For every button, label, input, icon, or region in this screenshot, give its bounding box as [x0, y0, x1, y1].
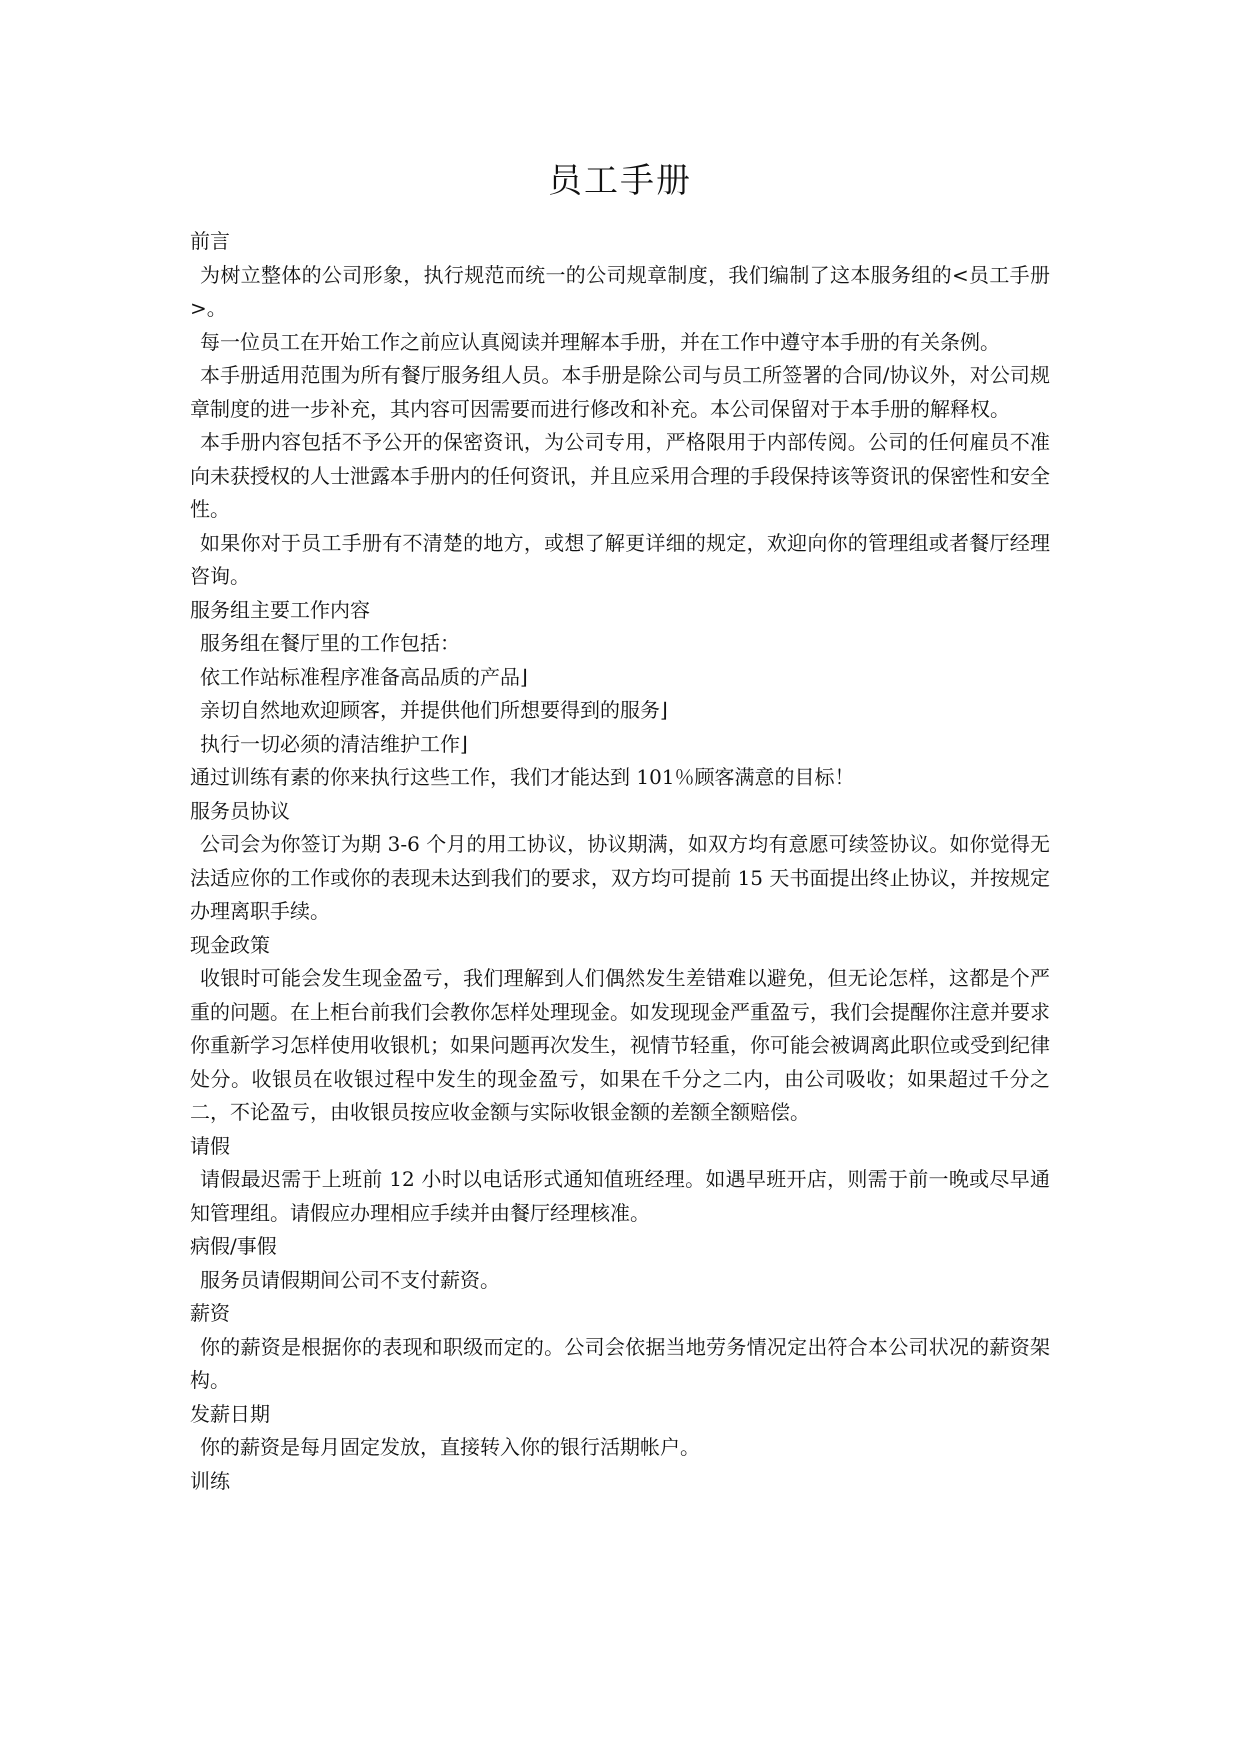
document-body [190, 225, 1050, 1498]
section-cash-policy [190, 929, 1050, 1130]
section-training [190, 1465, 1050, 1499]
section-heading: 请假 [190, 1133, 230, 1158]
paragraph: 服务员请假期间公司不支付薪资。 [200, 1267, 500, 1292]
paragraph: 请假最迟需于上班前 12 小时以电话形式通知值班经理。如遇早班开店，则需于前一晚或尽早通知管理组。请假应办理相应手续并由餐厅经理核准。 [190, 1167, 1050, 1225]
section-sick-leave [190, 1230, 1050, 1297]
paragraph: 你的薪资是每月固定发放，直接转入你的银行活期帐户。 [200, 1435, 700, 1459]
list-item: 执行一切必须的清洁维护工作⌋ [200, 731, 468, 756]
paragraph: 你的薪资是根据你的表现和职级而定的。公司会依据当地劳务情况定出符合本公司状况的薪资架构。 [190, 1334, 1050, 1392]
section-heading: 病假/事假 [190, 1234, 277, 1258]
paragraph: 为树立整体的公司形象，执行规范而统一的公司规章制度，我们编制了这本服务组的<员工手册>。 [190, 262, 1050, 320]
document-title: 员工手册 [548, 161, 692, 201]
paragraph: 公司会为你签订为期 3-6 个月的用工协议，协议期满，如双方均有意愿可续签协议。如你觉得无法适应你的工作或你的表现未达到我们的要求，双方均可提前 15 天书面提出终止协议，并按规定办理离职手续。 [190, 832, 1050, 923]
section-main-duties [190, 594, 1050, 795]
section-heading: 薪资 [190, 1301, 230, 1325]
section-heading: 服务组主要工作内容 [190, 597, 370, 622]
paragraph: 本手册内容包括不予公开的保密资讯，为公司专用，严格限用于内部传阅。公司的任何雇员不准向未获授权的人士泄露本手册内的任何资讯，并且应采用合理的手段保持该等资讯的保密性和安全性。 [190, 430, 1050, 521]
section-payday [190, 1398, 1050, 1465]
paragraph: 本手册适用范围为所有餐厅服务组人员。本手册是除公司与员工所签署的合同/协议外，对公司规章制度的进一步补充，其内容可因需要而进行修改和补充。本公司保留对于本手册的解释权。 [190, 363, 1050, 421]
section-heading: 前言 [190, 229, 230, 253]
section-employment-agreement [190, 795, 1050, 929]
section-heading: 现金政策 [190, 932, 270, 957]
section-heading: 服务员协议 [190, 798, 290, 823]
paragraph: 通过训练有素的你来执行这些工作，我们才能达到 101％顾客满意的目标！ [190, 765, 855, 789]
section-heading: 训练 [190, 1468, 230, 1493]
section-salary [190, 1297, 1050, 1398]
list-item: 依工作站标准程序准备高品质的产品⌋ [200, 664, 528, 689]
section-heading: 发薪日期 [190, 1401, 270, 1426]
paragraph: 如果你对于员工手册有不清楚的地方，或想了解更详细的规定，欢迎向你的管理组或者餐厅经理咨询。 [190, 530, 1050, 588]
document-page [190, 155, 1050, 1498]
section-preface [190, 225, 1050, 594]
paragraph: 每一位员工在开始工作之前应认真阅读并理解本手册，并在工作中遵守本手册的有关条例。 [200, 329, 1000, 354]
section-leave [190, 1130, 1050, 1231]
paragraph: 服务组在餐厅里的工作包括： [200, 631, 460, 655]
list-item: 亲切自然地欢迎顾客，并提供他们所想要得到的服务⌋ [200, 698, 668, 722]
paragraph: 收银时可能会发生现金盈亏，我们理解到人们偶然发生差错难以避免，但无论怎样，这都是个严重的问题。在上柜台前我们会教你怎样处理现金。如发现现金严重盈亏，我们会提醒你注意并要求你重新学习怎样使用收银机；如果问题再次发生，视情节轻重，你可能会被调离此职位或受到纪律处分。收银员在收银过程中发生的现金盈亏，如果在千分之二内，由公司吸收；如果超过千分之二，不论盈亏，由收银员按应收金额与实际收银金额的差额全额赔偿。 [190, 966, 1050, 1124]
